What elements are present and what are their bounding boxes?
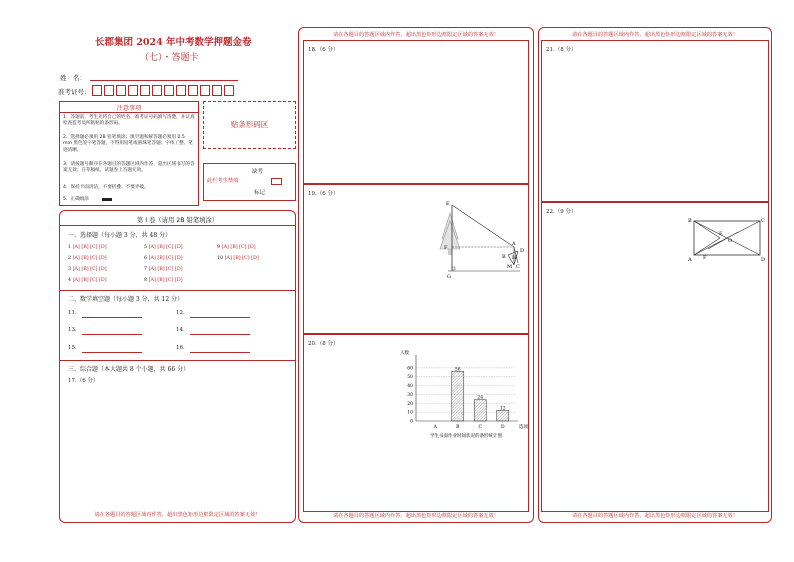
blank-11-line[interactable] (82, 317, 142, 318)
notice-item-1: 1．答题前，考生先将自己的姓名、准考证号码填写清楚，并认真检查监考员所粘贴的条形码。 (63, 115, 195, 127)
label-M: M (507, 264, 513, 270)
blank-15-label: 15. (68, 345, 77, 351)
absent-box (203, 163, 296, 201)
fill-section-title: 二、数学填空题（每小题 3 分，共 12 分） (68, 296, 184, 303)
label-B: B (688, 218, 692, 224)
q22-figure (686, 215, 766, 265)
bar (497, 410, 509, 421)
q17-label: 17.（6 分） (68, 378, 99, 384)
bar (452, 371, 464, 421)
comprehensive-section-title: 三、综合题（本大题共 8 个小题，共 66 分） (68, 366, 190, 373)
header-title: 长郡集团 2024 年中考数学押题金卷 (95, 37, 252, 48)
warning-mid-top: 请在各题目的答题区域内作答，超出黑色矩形边框限定区域的答案无效！ (332, 32, 499, 38)
absent-text-1: 缺考 (252, 169, 264, 175)
mc-q5[interactable]: 5 [A] [B] [C] [D] (144, 245, 183, 250)
warning-left: 请在各题目的答题区域内作答，超出黑色矩形边框限定区域的答案无效！ (94, 512, 261, 518)
name-field[interactable] (90, 80, 238, 81)
label-A: A (688, 257, 692, 263)
x-tick-label: B (456, 425, 460, 430)
q21-label: 21.（8 分） (546, 47, 577, 53)
label-G: G (447, 274, 451, 280)
mc-q6[interactable]: 6 [A] [B] [C] [D] (144, 256, 183, 261)
barcode-label: 贴条形码区 (230, 120, 269, 129)
mc-section-title: 一、选择题（每小题 3 分，共 48 分） (68, 232, 172, 239)
warning-right-bottom: 请在各题目的答题区域内作答，超出黑色矩形边框限定区域的答案无效！ (571, 513, 738, 519)
header-subtitle: （七）・答题卡 (140, 53, 199, 63)
label-F: F (444, 245, 448, 251)
bar-value-label: 24 (477, 395, 484, 401)
q18-label: 18.（6 分） (308, 47, 339, 53)
notice-item-4: 4．保持卡面清洁，不要折叠、不要弄破。 (63, 185, 149, 190)
label-C: C (516, 264, 520, 270)
mc-q3[interactable]: 3 [A] [B] [C] [D] (68, 267, 107, 272)
blank-14-label: 14. (176, 327, 185, 333)
notice-title: 注意事项 (116, 105, 142, 112)
q19-figure (436, 199, 546, 289)
y-tick-label: 60 (407, 366, 413, 372)
y-tick-label: 20 (407, 401, 413, 407)
label-C: C (761, 218, 765, 224)
y-tick-label: 10 (407, 410, 413, 416)
blank-12-label: 12. (176, 310, 185, 316)
x-tick-label: C (478, 425, 482, 430)
y-tick-label: 0 (410, 419, 413, 425)
exam-no-label: 准考证号： (58, 88, 91, 96)
q19-label: 19.（6 分） (308, 191, 339, 197)
q22-box[interactable] (541, 202, 769, 512)
part1-panel (59, 210, 296, 523)
warning-right-top: 请在各题目的答题区域内作答，超出黑色矩形边框限定区域的答案无效！ (571, 32, 738, 38)
blank-13-line[interactable] (82, 334, 142, 335)
chart-caption: 学生书面作业时间状况的条形统计图 (430, 434, 502, 439)
blank-12-line[interactable] (190, 317, 250, 318)
label-A: A (512, 241, 516, 247)
mc-q8[interactable]: 8 [A] [B] [C] [D] (144, 278, 183, 283)
absent-checkbox[interactable] (271, 178, 282, 185)
blank-14-line[interactable] (190, 334, 250, 335)
notice-box (59, 101, 199, 206)
x-axis-label: 选项 (519, 425, 528, 430)
mc-q2[interactable]: 2 [A] [B] [C] [D] (68, 256, 107, 261)
blank-16-label: 16. (176, 345, 185, 351)
q21-box[interactable] (541, 40, 769, 202)
label-H: H (512, 255, 517, 261)
mc-q7[interactable]: 7 [A] [B] [C] [D] (144, 267, 183, 272)
warning-mid-bottom: 请在各题目的答题区域内作答，超出黑色矩形边框限定区域的答案无效！ (332, 513, 499, 519)
notice-item-5: 5．正确填涂 (63, 197, 89, 202)
q20-bar-chart (396, 351, 526, 439)
name-label: 姓 名： (60, 74, 86, 82)
mc-q9[interactable]: 9 [A] [B] [C] [D] (217, 245, 256, 250)
barcode-area (203, 101, 296, 149)
blank-11-label: 11. (68, 310, 77, 316)
exam-no-cells[interactable] (92, 85, 242, 96)
bar-value-label: 56 (454, 367, 461, 373)
label-D: D (761, 257, 766, 263)
x-tick-label: D (500, 425, 505, 430)
part1-title: 第 I 卷（请用 2B 铅笔填涂） (136, 217, 219, 224)
q20-label: 20.（8 分） (308, 341, 339, 347)
label-D: D (520, 248, 525, 254)
bar-value-label: 12 (499, 406, 506, 412)
y-axis-label: 人数 (400, 351, 409, 356)
right-panel (538, 27, 772, 523)
y-tick-label: 40 (407, 384, 413, 390)
q17-answer-area[interactable] (64, 386, 291, 496)
mc-q1[interactable]: 1 [A] [B] [C] [D] (68, 245, 107, 250)
label-E: E (446, 201, 450, 207)
y-tick-label: 30 (407, 392, 413, 398)
blank-16-line[interactable] (190, 352, 250, 353)
label-B: B (502, 254, 506, 260)
q22-label: 22.（9 分） (546, 209, 577, 215)
middle-panel (298, 27, 534, 523)
y-tick-label: 50 (407, 375, 413, 381)
x-tick-label: A (433, 425, 437, 430)
notice-item-2: 2．选择题必须用 2B 铅笔填涂；填空题和解答题必须用 0.5 mm 黑色签字笔答题，不得用铅笔或圆珠笔答题；字体工整、笔迹清晰。 (63, 135, 193, 153)
q20-box[interactable] (303, 334, 529, 512)
mc-q10[interactable]: 10 [A] [B] [C] [D] (217, 256, 259, 261)
q18-box[interactable] (303, 40, 529, 184)
fill-sample-mark (102, 198, 112, 201)
label-E: E (719, 231, 723, 237)
blank-13-label: 13. (68, 327, 77, 333)
blank-15-line[interactable] (82, 352, 142, 353)
absent-text-2: 此栏考生禁填 (207, 178, 239, 184)
mc-q4[interactable]: 4 [A] [B] [C] [D] (68, 278, 107, 283)
q19-box[interactable] (303, 184, 529, 334)
label-F: F (703, 255, 707, 261)
absent-text-3: 标记 (254, 190, 266, 196)
notice-item-3: 3．请按题号顺序在各题目的答题区域内作答，超出区域书写的答案无效；在草稿纸、试题卷上答题无效。 (63, 162, 195, 174)
label-O: O (728, 238, 733, 244)
bar (474, 400, 486, 421)
